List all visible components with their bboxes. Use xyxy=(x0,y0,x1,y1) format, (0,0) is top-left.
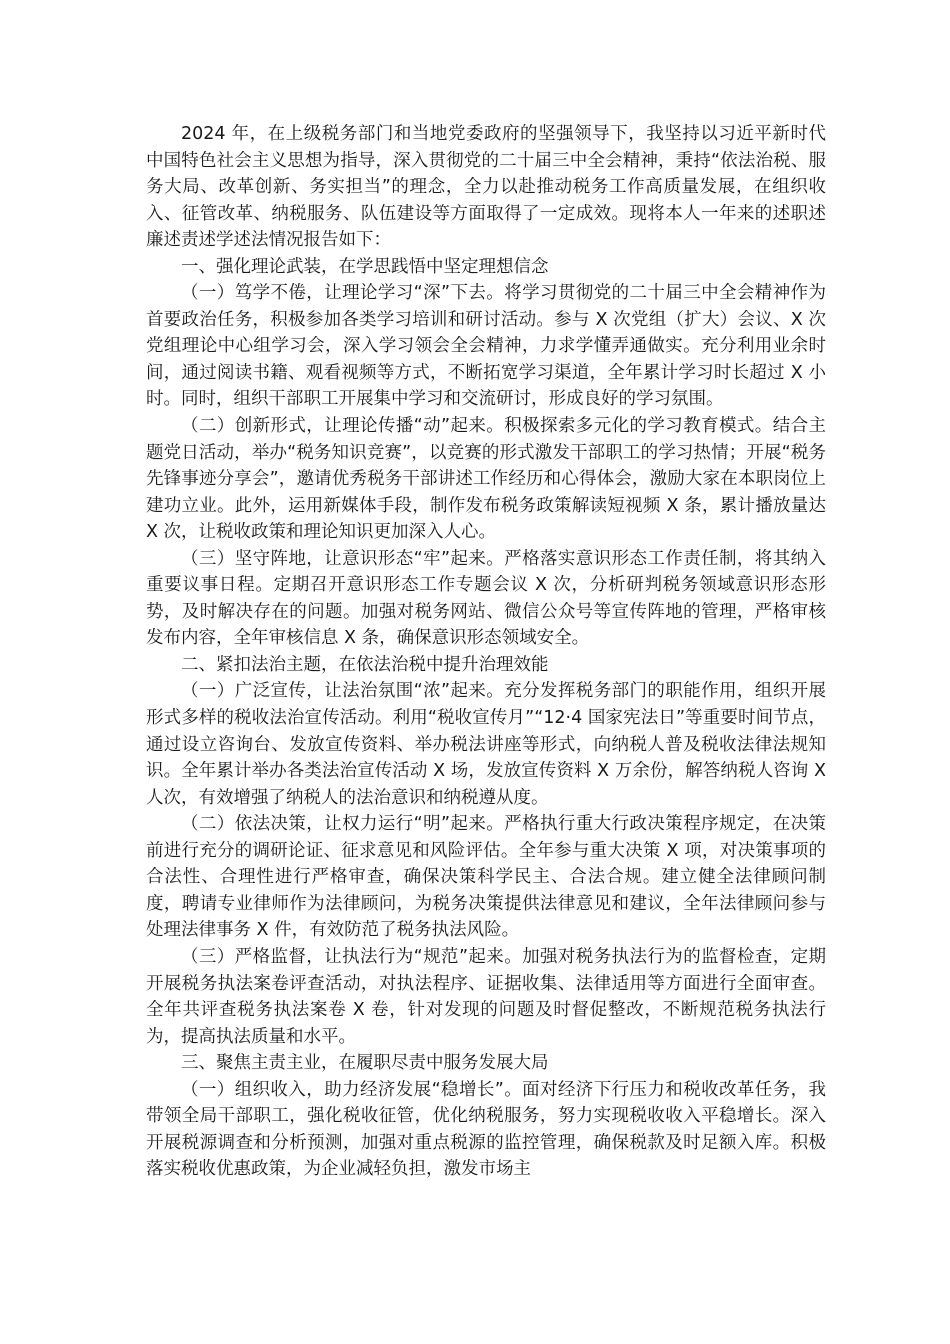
paragraph-3-1: （一）组织收入，助力经济发展“稳增长”。面对经济下行压力和税收改革任务，我带领全局干部职工，强化税收征管，优化纳税服务，努力实现税收收入平稳增长。深入开展税源调查和分析预测，加强对重点税源的监控管理，确保税款及时足额入库。积极落实税收优惠政策，为企业减轻负担，激发市场主 xyxy=(146,1079,826,1180)
paragraph-2-2: （二）依法决策，让权力运行“明”起来。严格执行重大行政决策程序规定，在决策前进行充分的调研论证、征求意见和风险评估。全年参与重大决策 X 项，对决策事项的合法性、合理性进行严格审查，确保决策科学民主、合法合规。建立健全法律顾问制度，聘请专业律师作为法律顾问，为税务决策提供法律意见和建议，全年法律顾问参与处理法律事务 X 件，有效防范了税务执法风险。 xyxy=(146,814,826,941)
paragraph-1-3: （三）坚守阵地，让意识形态“牢”起来。严格落实意识形态工作责任制，将其纳入重要议事日程。定期召开意识形态工作专题会议 X 次，分析研判税务领域意识形态形势，及时解决存在的问题。加强对税务网站、微信公众号等宣传阵地的管理，严格审核发布内容，全年审核信息 X 条，确保意识形态领域安全。 xyxy=(146,548,826,649)
paragraph-2-1: （一）广泛宣传，让法治氛围“浓”起来。充分发挥税务部门的职能作用，组织开展形式多样的税收法治宣传活动。利用“税收宣传月”“12·4 国家宪法日”等重要时间节点，通过设立咨询台、发放宣传资料、举办税法讲座等形式，向纳税人普及税收法律法规知识。全年累计举办各类法治宣传活动 X 场，发放宣传资料 X 万余份，解答纳税人咨询 X 人次，有效增强了纳税人的法治意识和纳税遵从度。 xyxy=(146,681,826,808)
section-heading-2: 二、紧扣法治主题，在依法治税中提升治理效能 xyxy=(181,654,549,675)
section-heading-1: 一、强化理论武装，在学思践悟中坚定理想信念 xyxy=(181,256,549,277)
section-heading-3: 三、聚焦主责主业，在履职尽责中服务发展大局 xyxy=(181,1053,549,1074)
paragraph-1-1: （一）笃学不倦，让理论学习“深”下去。将学习贯彻党的二十届三中全会精神作为首要政治任务，积极参加各类学习培训和研讨活动。参与 X 次党组（扩大）会议、X 次党组理论中心组学习会，深入学习领会全会精神，力求学懂弄通做实。充分利用业余时间，通过阅读书籍、观看视频等方式，不断拓宽学习渠道，全年累计学习时长超过 X 小时。同时，组织干部职工开展集中学习和交流研讨，形成良好的学习氛围。 xyxy=(146,283,826,410)
intro-paragraph: 2024 年，在上级税务部门和当地党委政府的坚强领导下，我坚持以习近平新时代中国特色社会主义思想为指导，深入贯彻党的二十届三中全会精神，秉持“依法治税、服务大局、改革创新、务实担当”的理念，全力以赴推动税务工作高质量发展，在组织收入、征管改革、纳税服务、队伍建设等方面取得了一定成效。现将本人一年来的述职述廉述责述学述法情况报告如下： xyxy=(146,124,826,251)
document-body xyxy=(146,121,826,1183)
paragraph-2-3: （三）严格监督，让执法行为“规范”起来。加强对税务执法行为的监督检查，定期开展税务执法案卷评查活动，对执法程序、证据收集、法律适用等方面进行全面审查。全年共评查税务执法案卷 X 卷，针对发现的问题及时督促整改，不断规范税务执法行为，提高执法质量和水平。 xyxy=(146,946,826,1047)
paragraph-1-2: （二）创新形式，让理论传播“动”起来。积极探索多元化的学习教育模式。结合主题党日活动，举办“税务知识竞赛”，以竞赛的形式激发干部职工的学习热情；开展“税务先锋事迹分享会”，邀请优秀税务干部讲述工作经历和心得体会，激励大家在本职岗位上建功立业。此外，运用新媒体手段，制作发布税务政策解读短视频 X 条，累计播放量达 X 次，让税收政策和理论知识更加深入人心。 xyxy=(146,416,826,543)
